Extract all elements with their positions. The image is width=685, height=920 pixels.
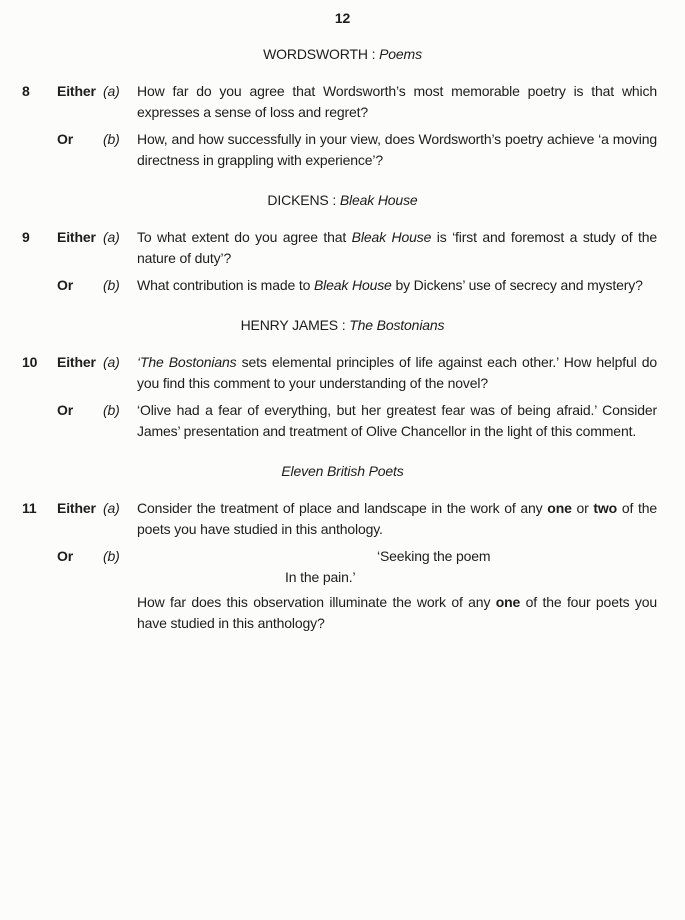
- section-heading-wordsworth: WORDSWORTH : Poems: [263, 46, 422, 62]
- question-9-part-a: [0, 227, 685, 269]
- page-number: 12: [334, 10, 351, 26]
- either-label: Either: [57, 500, 96, 516]
- question-text: How, and how successfully in your view, does Wordsworth’s poetry achieve ‘a moving directness in grappling with experience’?: [137, 131, 657, 168]
- question-10-part-b: [0, 400, 685, 442]
- or-label: Or: [57, 548, 74, 564]
- question-text: ‘The Bostonians sets elemental principles of life against each other.’ How helpful do you find this comment to your understanding of the novel?: [137, 354, 657, 391]
- question-text: What contribution is made to Bleak House by Dickens’ use of secrecy and mystery?: [137, 277, 643, 293]
- part-letter: (b): [103, 402, 120, 418]
- question-number: 10: [22, 354, 38, 370]
- or-label: Or: [57, 277, 74, 293]
- question-followup-text: How far does this observation illuminate the work of any one of the four poets you have studied in this anthology?: [137, 594, 657, 631]
- part-letter: (a): [103, 229, 120, 245]
- question-number-spacer: [22, 129, 57, 171]
- question-10-part-a: [0, 352, 685, 394]
- either-label: Either: [57, 229, 96, 245]
- question-number-spacer: [22, 546, 57, 634]
- question-number-spacer: [22, 275, 57, 296]
- question-9-part-b: [0, 275, 685, 296]
- part-letter: (a): [103, 83, 120, 99]
- question-11-part-a: [0, 498, 685, 540]
- either-label: Either: [57, 354, 96, 370]
- poem-quote-line-1: ‘Seeking the poem: [377, 548, 491, 564]
- question-number-spacer: [22, 400, 57, 442]
- part-letter: (a): [103, 500, 120, 516]
- section-heading-dickens: DICKENS : Bleak House: [267, 192, 418, 208]
- part-letter: (b): [103, 277, 120, 293]
- question-text: Consider the treatment of place and landscape in the work of any one or two of the poets you have studied in this anthology.: [137, 500, 657, 537]
- question-number: 8: [22, 83, 30, 99]
- part-letter: (b): [103, 131, 120, 147]
- question-8-part-a: [0, 81, 685, 123]
- question-number: 11: [22, 500, 37, 516]
- or-label: Or: [57, 402, 74, 418]
- part-letter: (b): [103, 548, 120, 564]
- section-heading-eleven-british-poets: Eleven British Poets: [281, 463, 404, 479]
- question-11-part-b: [0, 546, 685, 634]
- question-text: [137, 546, 657, 634]
- section-heading-henry-james: HENRY JAMES : The Bostonians: [240, 317, 445, 333]
- question-text: ‘Olive had a fear of everything, but her greatest fear was of being afraid.’ Consider James’ presentation and treatment of Olive Chancellor in the light of this comment.: [137, 402, 657, 439]
- question-number: 9: [22, 229, 30, 245]
- question-text: How far do you agree that Wordsworth’s most memorable poetry is that which expresses a sense of loss and regret?: [137, 83, 657, 120]
- question-text: To what extent do you agree that Bleak House is ‘first and foremost a study of the nature of duty’?: [137, 229, 657, 266]
- either-label: Either: [57, 83, 96, 99]
- poem-quote-line-2: In the pain.’: [285, 569, 356, 585]
- part-letter: (a): [103, 354, 120, 370]
- question-8-part-b: [0, 129, 685, 171]
- or-label: Or: [57, 131, 74, 147]
